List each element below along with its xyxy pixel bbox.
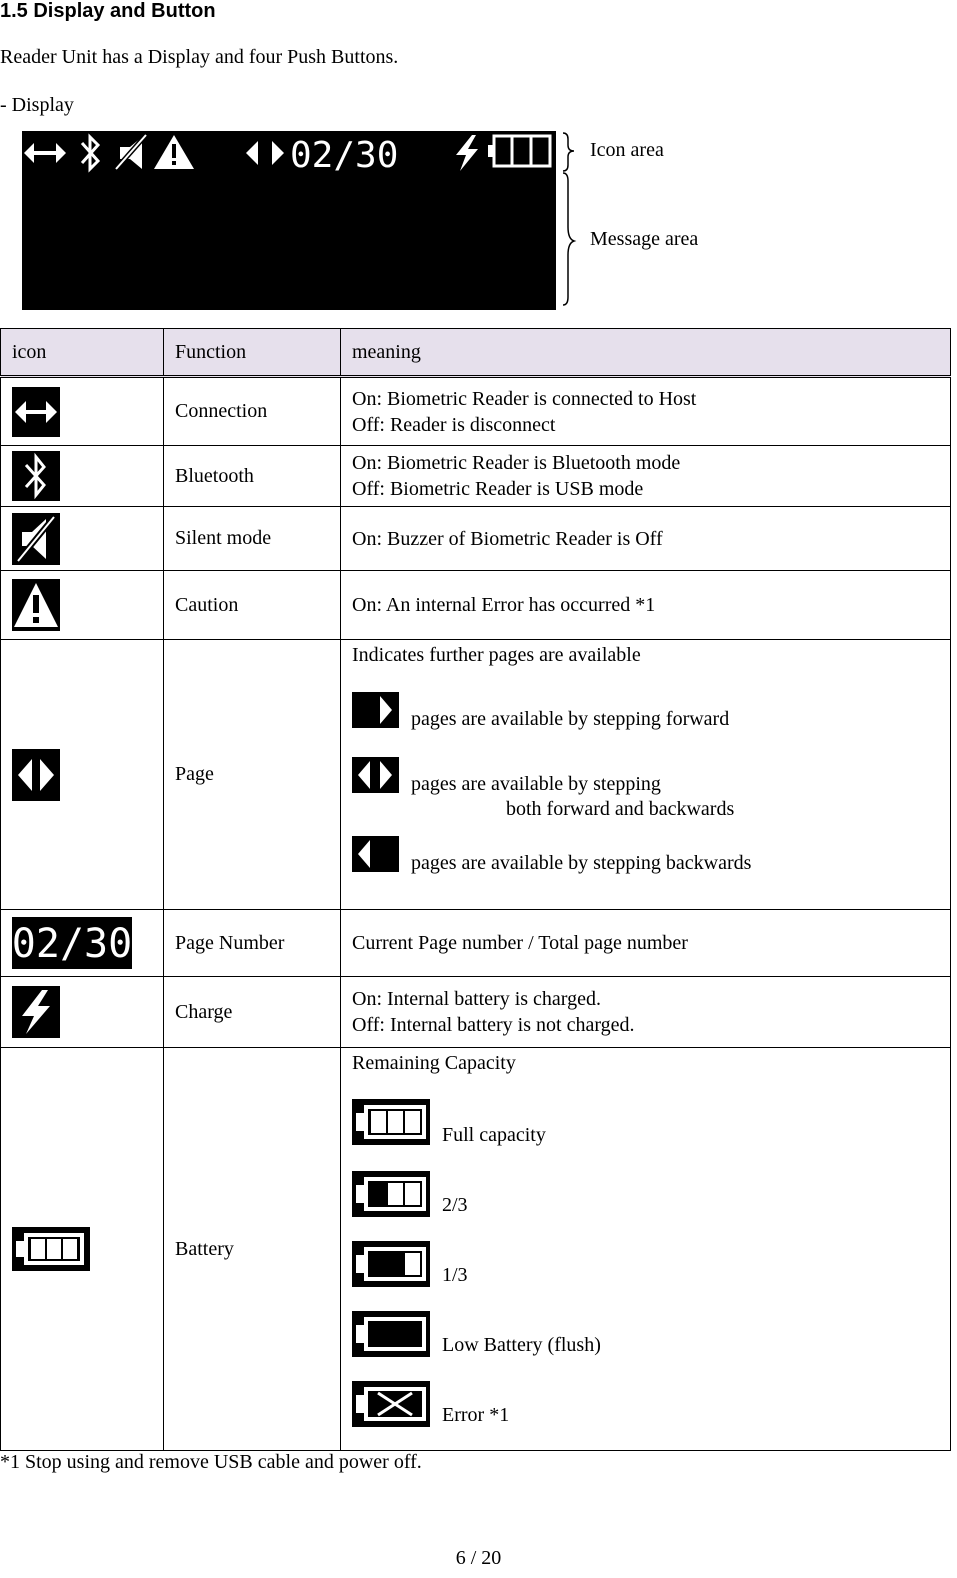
icon-cell — [1, 1048, 164, 1451]
table-row — [1, 1048, 951, 1451]
page-backward-icon — [352, 836, 399, 872]
caution-icon — [12, 579, 60, 631]
silent-mode-icon — [12, 513, 60, 565]
icon-cell — [1, 377, 164, 446]
page-both-icon — [352, 757, 399, 793]
function-cell: Caution — [164, 571, 341, 640]
header-function: Function — [164, 329, 341, 377]
function-cell: Silent mode — [164, 507, 341, 571]
message-area-label: Message area — [590, 228, 699, 250]
function-cell: Bluetooth — [164, 446, 341, 507]
meaning-cell: On: An internal Error has occurred *1 — [341, 571, 951, 640]
table-row — [1, 446, 951, 507]
lcd-page-number: 02/30 — [290, 135, 399, 176]
page-arrows-icon — [12, 749, 60, 801]
header-icon: icon — [1, 329, 164, 377]
icon-table — [0, 328, 951, 1451]
display-label: - Display — [0, 94, 74, 116]
battery-one-third-icon — [352, 1241, 430, 1287]
connection-icon — [12, 387, 60, 437]
battery-full-icon — [352, 1099, 430, 1145]
battery-error-icon — [352, 1381, 430, 1427]
function-cell: Connection — [164, 377, 341, 446]
table-row — [1, 640, 951, 910]
header-meaning: meaning — [341, 329, 951, 377]
footnote: *1 Stop using and remove USB cable and power off. — [0, 1451, 422, 1473]
lcd-display — [22, 131, 556, 310]
bluetooth-icon — [82, 137, 98, 169]
icon-cell — [1, 571, 164, 640]
area-brace — [560, 131, 580, 311]
function-cell: Page Number — [164, 910, 341, 977]
meaning-cell: Remaining Capacity Full capacity 2/3 1/3 Low Battery (flush) Error *1 — [341, 1048, 951, 1451]
caution-icon — [154, 135, 194, 169]
meaning-cell: On: Biometric Reader is connected to Host Off: Reader is disconnect — [341, 377, 951, 446]
battery-two-thirds-icon — [352, 1171, 430, 1217]
table-row — [1, 977, 951, 1048]
table-row — [1, 571, 951, 640]
icon-area-label: Icon area — [590, 139, 664, 161]
charge-icon — [456, 135, 478, 171]
section-title: 1.5 Display and Button — [0, 0, 216, 22]
meaning-cell: On: Internal battery is charged. Off: Internal battery is not charged. — [341, 977, 951, 1048]
meaning-cell: Current Page number / Total page number — [341, 910, 951, 977]
battery-low-icon — [352, 1311, 430, 1357]
icon-cell — [1, 507, 164, 571]
icon-cell — [1, 977, 164, 1048]
table-row — [1, 507, 951, 571]
page-number: 6 / 20 — [455, 1547, 502, 1569]
connection-icon — [24, 143, 66, 163]
svg-text:02/30: 02/30 — [12, 921, 132, 967]
function-cell: Charge — [164, 977, 341, 1048]
charge-icon — [12, 986, 60, 1038]
table-row — [1, 377, 951, 446]
icon-cell — [1, 910, 164, 977]
page-arrows-icon — [246, 141, 284, 165]
icon-cell — [1, 640, 164, 910]
bluetooth-icon — [12, 451, 60, 501]
silent-mode-icon — [116, 135, 146, 169]
page-forward-icon — [352, 692, 399, 728]
meaning-cell: On: Biometric Reader is Bluetooth mode Off: Biometric Reader is USB mode — [341, 446, 951, 507]
icon-cell — [1, 446, 164, 507]
intro-text: Reader Unit has a Display and four Push Buttons. — [0, 46, 399, 68]
meaning-cell: Indicates further pages are available pages are available by stepping forward pages are available by stepping both forward and backwards pages are available by stepping backwards — [341, 640, 951, 910]
battery-icon — [488, 136, 550, 166]
meaning-cell: On: Buzzer of Biometric Reader is Off — [341, 507, 951, 571]
table-row — [1, 910, 951, 977]
page-number-icon — [12, 917, 132, 969]
battery-icon — [12, 1227, 90, 1271]
function-cell: Battery — [164, 1048, 341, 1451]
function-cell: Page — [164, 640, 341, 910]
table-header-row — [1, 329, 951, 377]
